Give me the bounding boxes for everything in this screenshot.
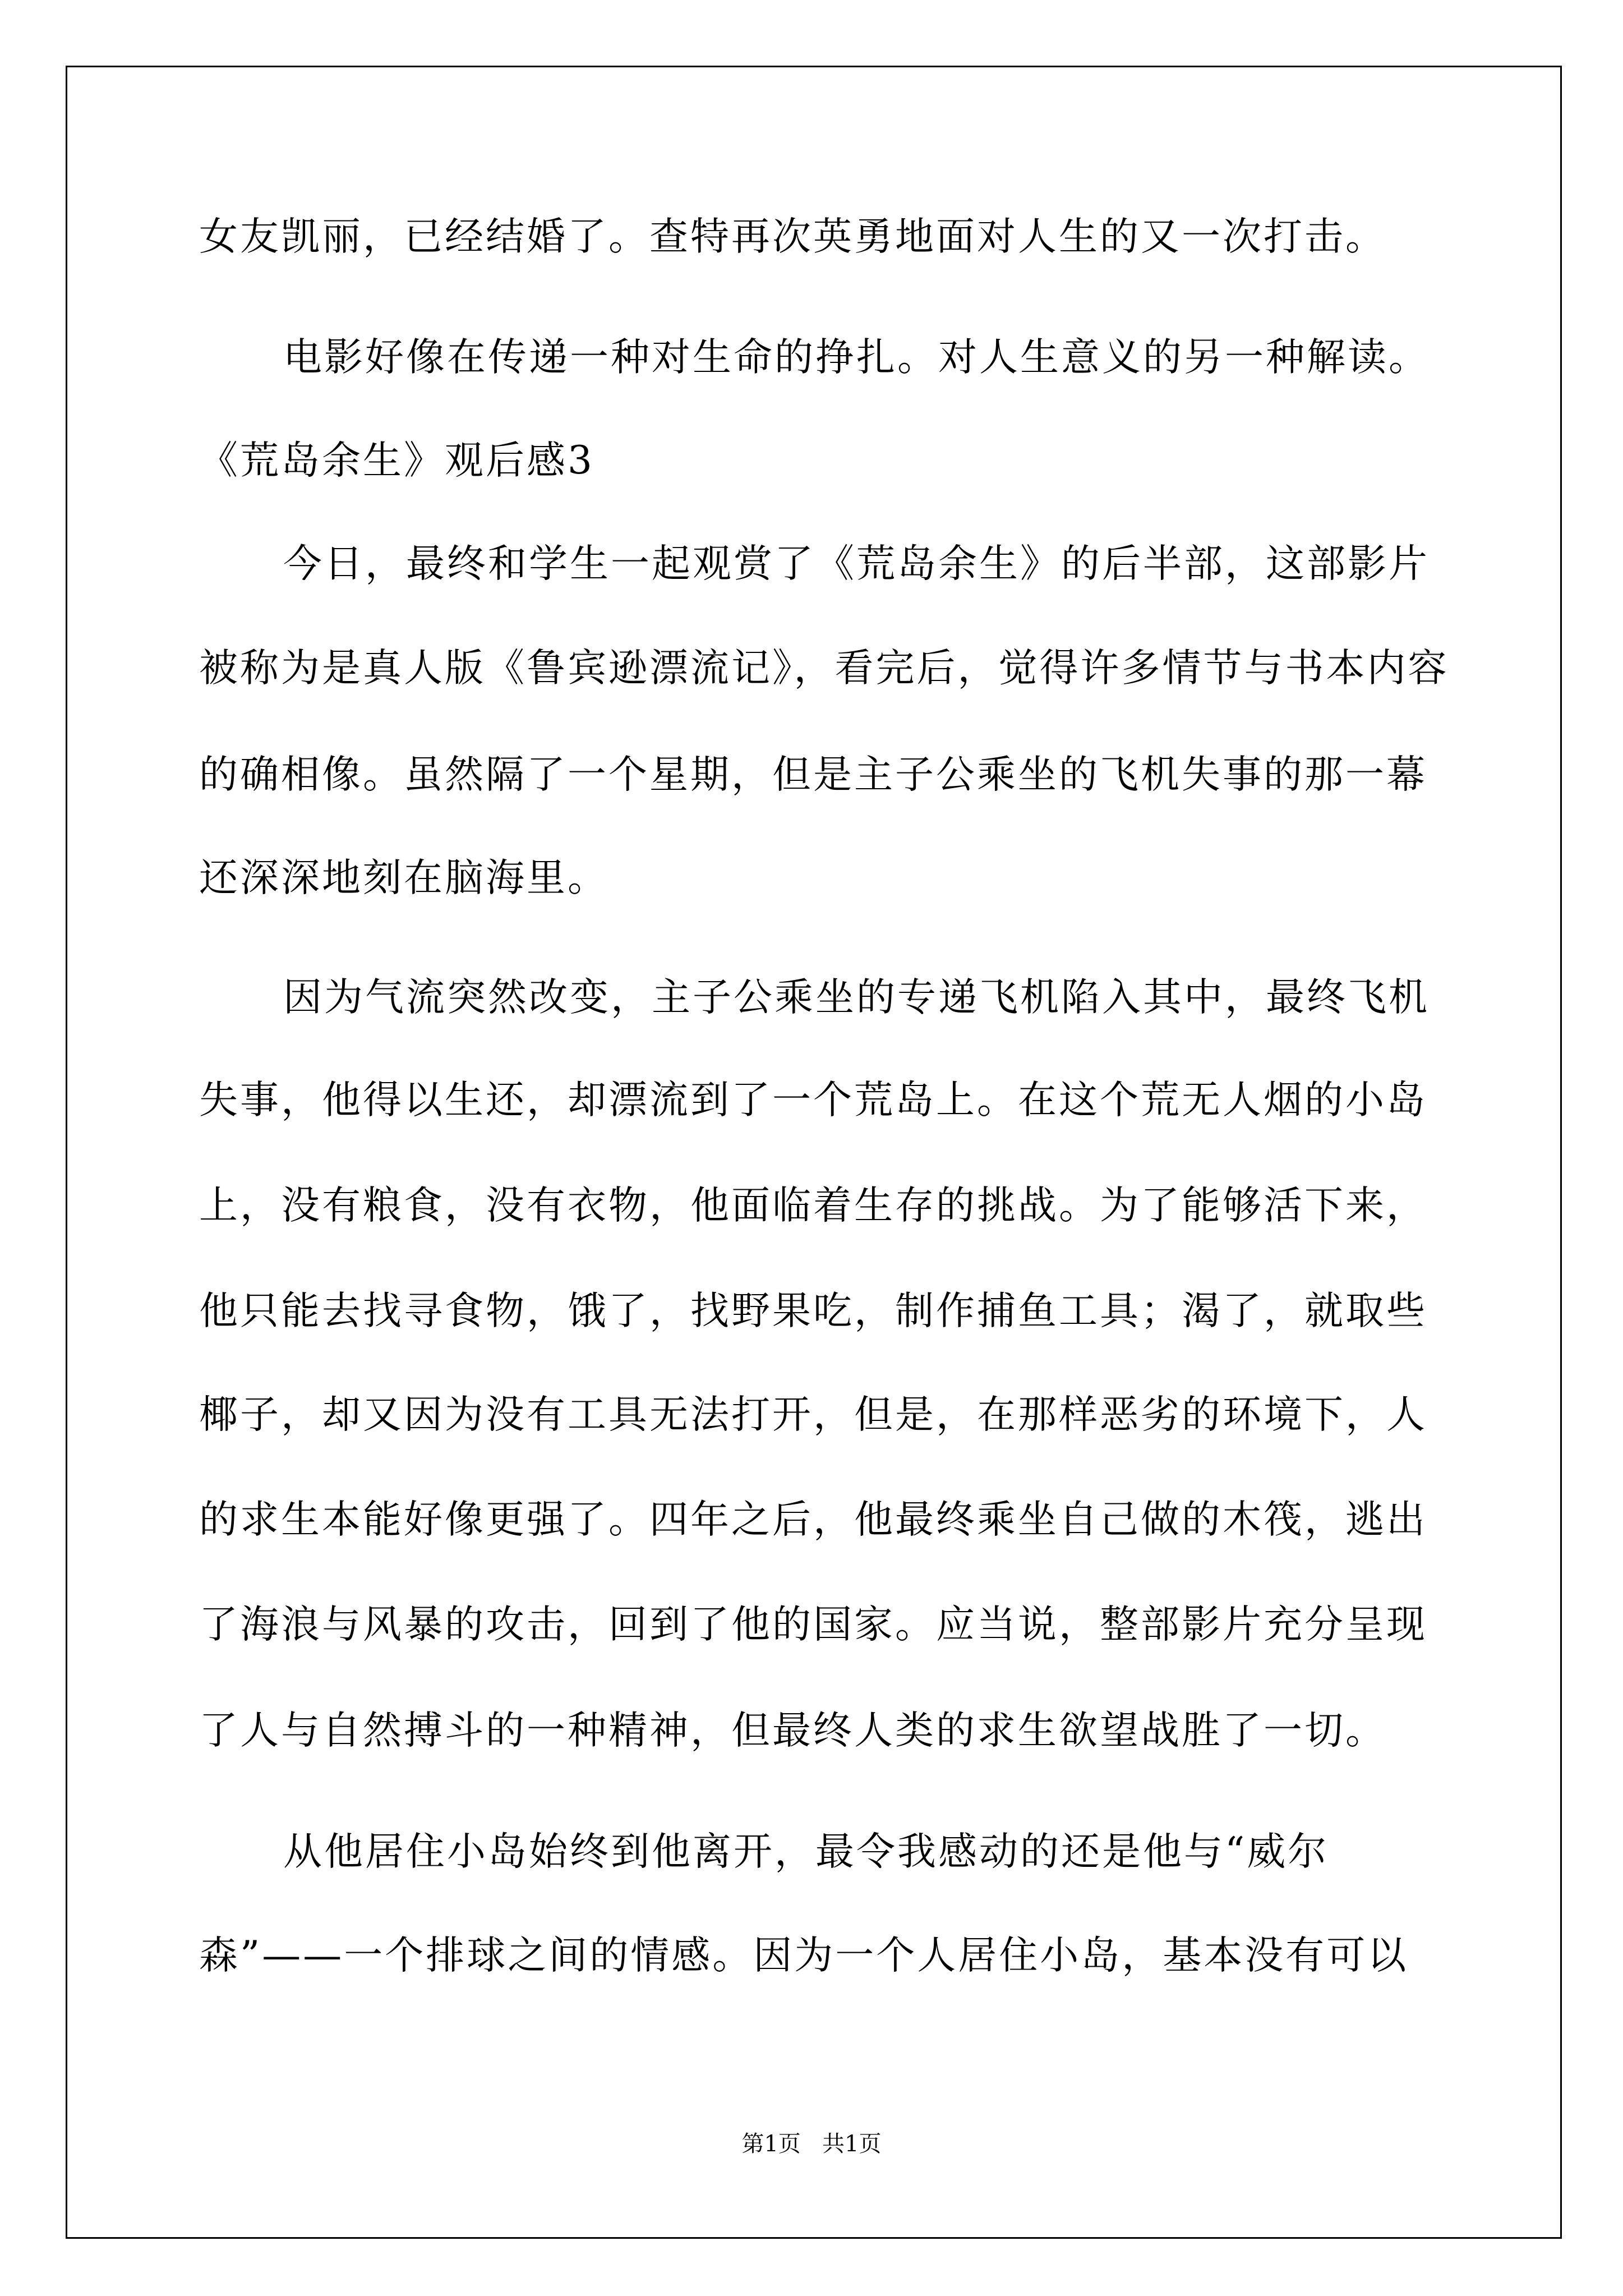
text-line: 了海浪与风暴的攻击，回到了他的国家。应当说，整部影片充分呈现 [199, 1602, 1427, 1647]
text-line: 森”——一个排球之间的情感。因为一个人居住小岛，基本没有可以 [199, 1933, 1409, 1978]
text-line: 上，没有粮食，没有衣物，他面临着生存的挑战。为了能够活下来， [199, 1183, 1427, 1228]
page-border [66, 66, 1562, 2239]
text-line: 今日，最终和学生一起观赏了《荒岛余生》的后半部，这部影片 [283, 541, 1430, 586]
text-line: 的求生本能好像更强了。四年之后，他最终乘坐自己做的木筏，逃出 [199, 1497, 1427, 1542]
text-line: 失事，他得以生还，却漂流到了一个荒岛上。在这个荒无人烟的小岛 [199, 1078, 1427, 1122]
page-footer: 第1页 共1页 [741, 2131, 882, 2157]
text-line: 电影好像在传递一种对生命的挣扎。对人生意义的另一种解读。 [283, 335, 1430, 380]
text-line: 从他居住小岛始终到他离开，最令我感动的还是他与“威尔 [283, 1829, 1329, 1874]
text-line: 椰子，却又因为没有工具无法打开，但是，在那样恶劣的环境下，人 [199, 1392, 1427, 1437]
text-line: 因为气流突然改变，主子公乘坐的专递飞机陷入其中，最终飞机 [283, 975, 1430, 1020]
section-heading: 《荒岛余生》观后感3 [199, 438, 594, 483]
text-line: 的确相像。虽然隔了一个星期，但是主子公乘坐的飞机失事的那一幕 [199, 752, 1427, 797]
text-line: 他只能去找寻食物，饿了，找野果吃，制作捕鱼工具；渴了，就取些 [199, 1289, 1427, 1333]
text-line: 还深深地刻在脑海里。 [199, 855, 608, 900]
text-line: 了人与自然搏斗的一种精神，但最终人类的求生欲望战胜了一切。 [199, 1708, 1386, 1753]
text-line: 女友凯丽，已经结婚了。查特再次英勇地面对人生的又一次打击。 [199, 214, 1386, 259]
text-line: 被称为是真人版《鲁宾逊漂流记》，看完后，觉得许多情节与书本内容 [199, 646, 1449, 691]
